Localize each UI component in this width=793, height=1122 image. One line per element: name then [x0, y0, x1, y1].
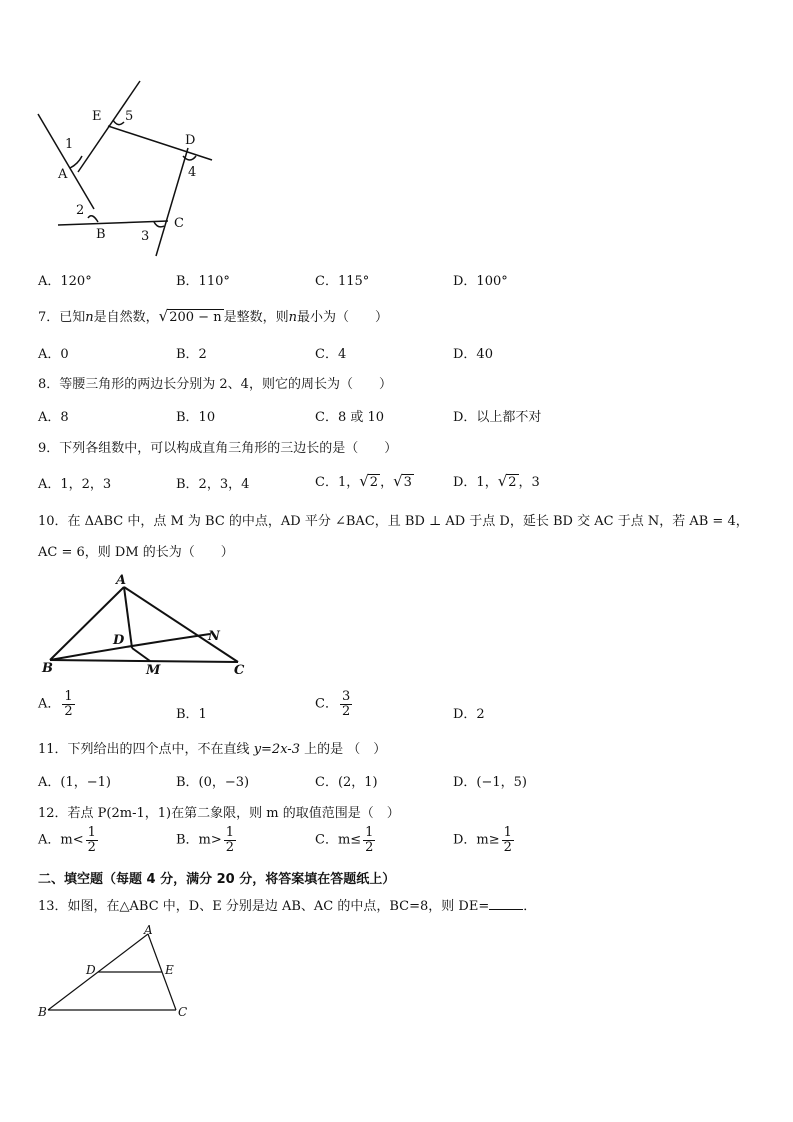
q12-option-c[interactable]	[315, 826, 377, 854]
q6-option-c[interactable]: C．115°	[315, 274, 370, 289]
q6-option-d[interactable]: D．100°	[453, 274, 508, 289]
q7-text-4: 最小为（ ）	[296, 310, 388, 325]
segment-DM	[132, 648, 150, 661]
label-B: B	[96, 227, 106, 242]
label-1: 1	[65, 137, 74, 152]
q12-c-prefix: C．m≤	[315, 832, 362, 848]
label-A: A	[144, 924, 153, 937]
label-C: C	[174, 216, 184, 231]
label-A: A	[116, 573, 127, 588]
q12-b-prefix: B．m>	[176, 832, 222, 848]
q8-option-d[interactable]: D．以上都不对	[453, 410, 542, 425]
question-10-line-1: 10．在 ΔABC 中，点 M 为 BC 的中点，AD 平分 ∠BAC，且 BD ⊥ AD 于点 D，延长 BD 交 AC 于点 N，若 AB = 4，	[38, 514, 749, 529]
question-11	[38, 738, 386, 757]
q6-option-b[interactable]: B．110°	[176, 274, 230, 289]
label-2: 2	[76, 203, 85, 218]
q8-option-c[interactable]: C．8 或 10	[315, 410, 385, 425]
q7-var-n: n	[85, 310, 94, 325]
q9-option-d[interactable]	[453, 471, 540, 490]
label-D: D	[86, 963, 96, 977]
q8-option-b[interactable]: B．10	[176, 410, 216, 425]
q12-b-fraction: $\frac{1}{2}$	[225, 825, 235, 855]
q10-c-fraction: $\frac{3}{2}$	[341, 689, 351, 719]
q11-equation: y=2x-3	[253, 742, 300, 757]
q11-text-1: 11．下列给出的四个点中，不在直线	[38, 742, 254, 757]
segment-AD	[124, 587, 132, 648]
q12-option-d[interactable]	[453, 826, 516, 854]
q10-option-c[interactable]	[315, 690, 354, 718]
q9-option-a[interactable]: A．1，2，3	[38, 477, 112, 492]
q11-text-2: 上的是 （ ）	[299, 742, 387, 757]
q12-a-fraction: $\frac{1}{2}$	[87, 825, 96, 855]
q9-c-radicand-2: 3	[403, 475, 412, 490]
label-E: E	[165, 963, 174, 977]
q6-option-a[interactable]: A．120°	[38, 274, 92, 289]
sqrt-sign-icon: √	[158, 307, 169, 325]
q11-option-d[interactable]: D．(−1，5)	[453, 775, 528, 790]
angle-arc-3	[154, 222, 164, 227]
label-B: B	[38, 1005, 47, 1019]
line-E-D-extended	[108, 126, 212, 160]
q12-option-a[interactable]	[38, 826, 100, 854]
question-12: 12．若点 P(2m-1，1)在第二象限，则 m 的取值范围是（ ）	[38, 806, 400, 821]
q10-option-b[interactable]: B．1	[176, 707, 207, 722]
q10-a-fraction: $\frac{1}{2}$	[64, 689, 73, 719]
q7-text-1: 7．已知	[38, 310, 86, 325]
q9-d-suffix: ，3	[518, 475, 540, 490]
q9-d-prefix: D．1，	[453, 475, 498, 490]
pentagon-exterior-angles-figure	[30, 76, 220, 261]
q11-option-c[interactable]: C．(2，1)	[315, 775, 378, 790]
label-N: N	[208, 629, 220, 644]
q9-c-radicand-1: 2	[369, 475, 379, 490]
sqrt-sign-icon: √	[359, 472, 369, 490]
q7-text-2: 是自然数，	[93, 310, 159, 325]
q12-option-b[interactable]	[176, 826, 238, 854]
question-9: 9．下列各组数中，可以构成直角三角形的三边长的是（ ）	[38, 441, 398, 456]
label-E: E	[92, 109, 102, 124]
q9-c-separator: ，	[380, 475, 394, 490]
segment-AC	[124, 587, 238, 662]
q11-option-b[interactable]: B．(0，−3)	[176, 775, 250, 790]
q10-c-prefix: C．	[315, 696, 338, 712]
q9-c-prefix: C．1，	[315, 475, 360, 490]
section-2-heading: 二、填空题（每题 4 分，满分 20 分，将答案填在答题纸上）	[38, 872, 396, 887]
q12-d-prefix: D．m≥	[453, 832, 500, 848]
q7-radicand: 200 − n	[169, 310, 222, 325]
question-10-line-2: AC = 6，则 DM 的长为（ ）	[38, 545, 234, 560]
line-B-C-extended	[58, 221, 168, 225]
label-C: C	[234, 663, 245, 678]
q7-text-3: 是整数，则	[223, 310, 289, 325]
q13-period: ．	[523, 899, 537, 914]
label-4: 4	[188, 165, 197, 180]
q10-option-a[interactable]	[38, 690, 77, 718]
q12-c-fraction: $\frac{1}{2}$	[365, 825, 374, 855]
q9-option-b[interactable]: B．2，3，4	[176, 477, 250, 492]
label-M: M	[146, 663, 161, 678]
q12-a-prefix: A．m<	[38, 832, 84, 848]
sqrt-sign-icon: √	[393, 472, 403, 490]
q11-option-a[interactable]: A．(1，−1)	[38, 775, 111, 790]
label-A: A	[58, 167, 68, 182]
q8-option-a[interactable]: A．8	[38, 410, 69, 425]
angle-arc-5	[113, 120, 124, 125]
label-5: 5	[125, 109, 134, 124]
q7-option-b[interactable]: B．2	[176, 347, 207, 362]
q10-a-prefix: A．	[38, 696, 61, 712]
question-13	[38, 895, 536, 914]
q13-answer-blank[interactable]	[489, 897, 523, 910]
angle-arc-2	[88, 216, 98, 222]
label-D: D	[113, 633, 125, 648]
segment-BC	[50, 660, 238, 662]
q13-text: 13．如图，在△ABC 中，D、E 分别是边 AB、AC 的中点，BC=8，则 DE=	[38, 899, 490, 914]
triangle-abc-midsegment-figure	[36, 924, 194, 1020]
q12-d-fraction: $\frac{1}{2}$	[503, 825, 512, 855]
question-8: 8．等腰三角形的两边长分别为 2、4，则它的周长为（ ）	[38, 377, 392, 392]
q9-d-radicand: 2	[508, 475, 517, 490]
q7-option-c[interactable]: C．4	[315, 347, 347, 362]
q10-option-d[interactable]: D．2	[453, 707, 485, 722]
label-3: 3	[141, 229, 150, 244]
triangle-abc-bisector-figure	[38, 570, 253, 678]
q7-option-d[interactable]: D．40	[453, 347, 493, 362]
angle-arc-1	[70, 156, 82, 168]
q7-option-a[interactable]: A．0	[38, 347, 69, 362]
label-D: D	[185, 133, 196, 148]
line-D-C-extended	[156, 148, 188, 256]
label-B: B	[42, 661, 53, 676]
q9-option-c[interactable]	[315, 471, 414, 490]
q7-var-n2: n	[288, 310, 297, 325]
label-C: C	[178, 1005, 188, 1019]
question-7	[38, 306, 388, 325]
sqrt-sign-icon: √	[497, 472, 508, 490]
